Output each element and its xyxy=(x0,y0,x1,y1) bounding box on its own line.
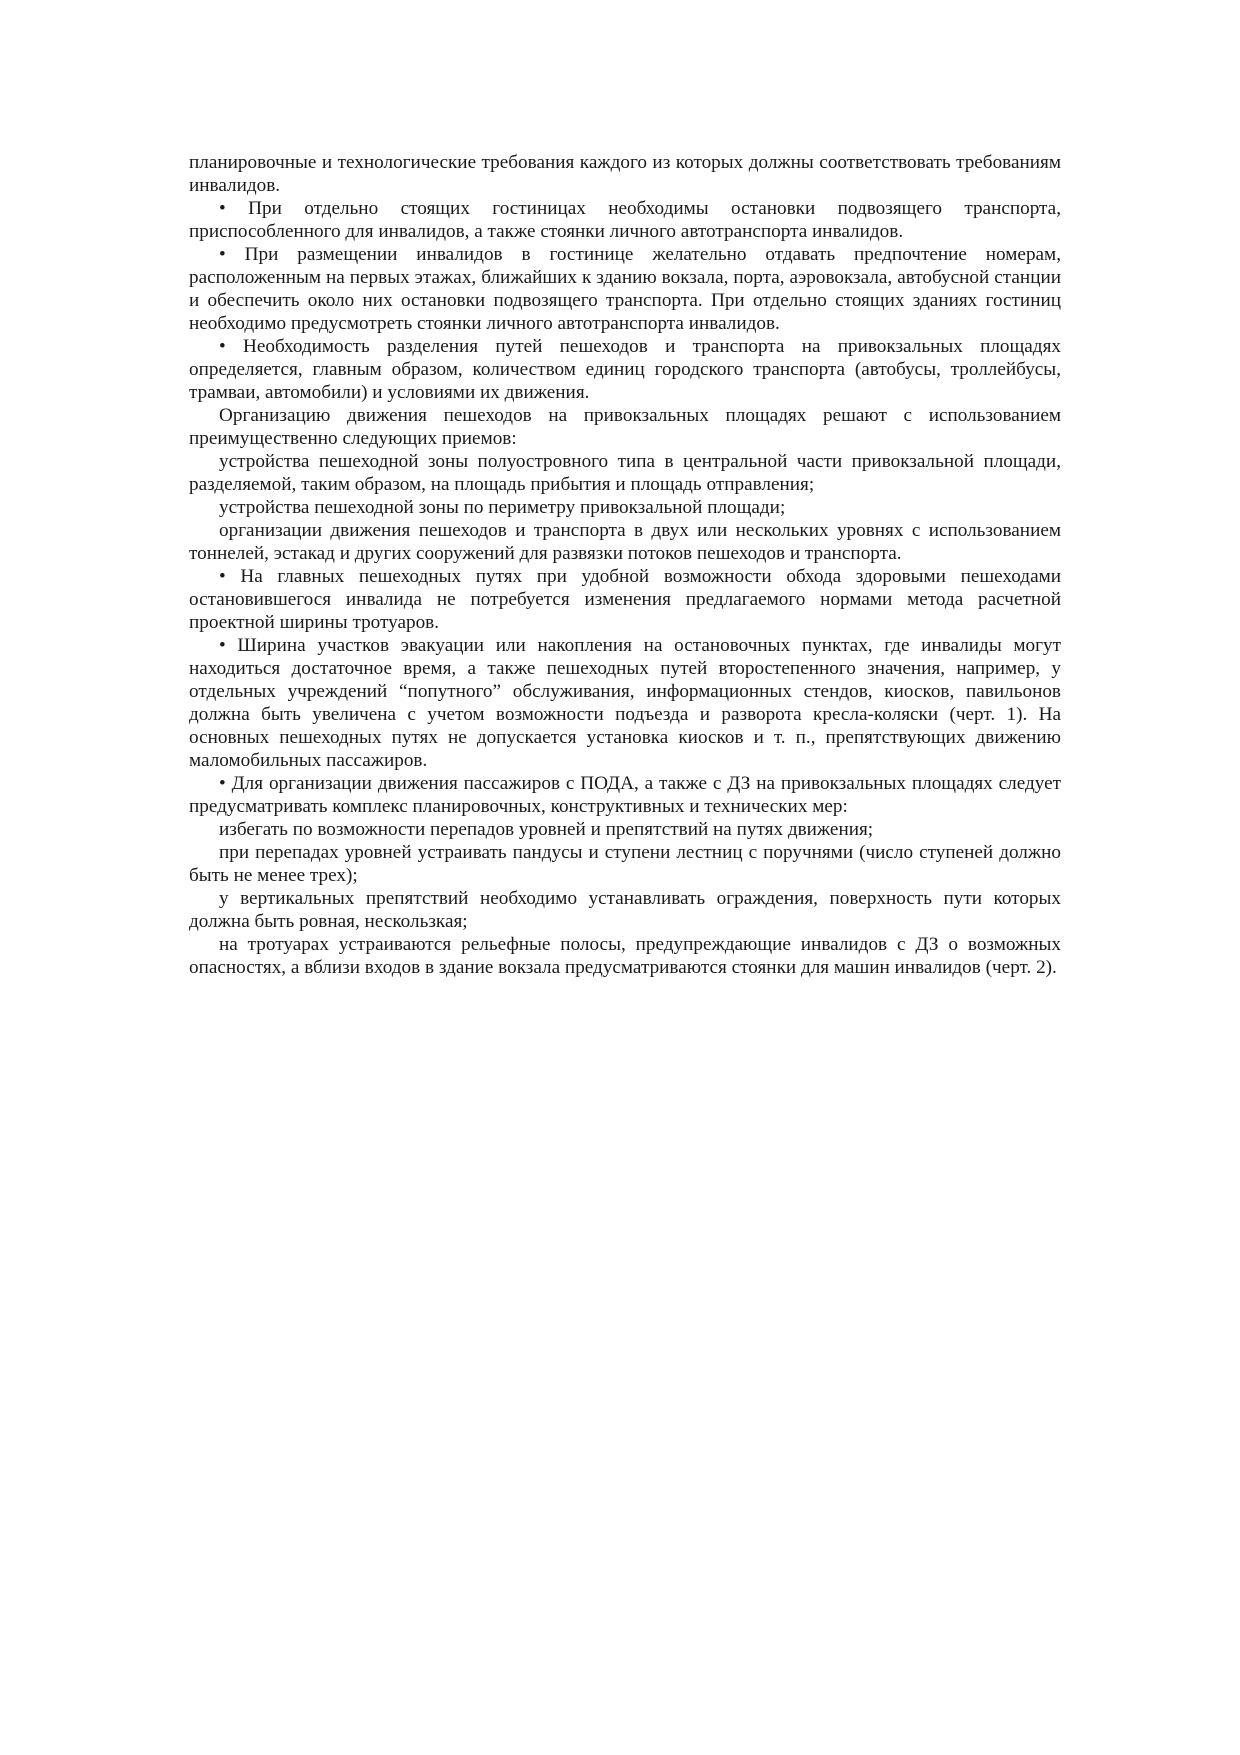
paragraph: • При отдельно стоящих гостиницах необходимы остановки подвозящего транспорта, приспособленного для инвалидов, а также стоянки личного автотранспорта инвалидов. xyxy=(189,198,1061,242)
paragraph: Организацию движения пешеходов на привокзальных площадях решают с использованием преимущественно следующих приемов: xyxy=(189,405,1061,449)
paragraph: организации движения пешеходов и транспорта в двух или нескольких уровнях с использованием тоннелей, эстакад и других сооружений для развязки потоков пешеходов и транспорта. xyxy=(189,520,1061,564)
paragraph: • Необходимость разделения путей пешеходов и транспорта на привокзальных площадях определяется, главным образом, количеством единиц городского транспорта (автобусы, троллейбусы, трамваи, автомобили) и условиями их движения. xyxy=(189,336,1061,403)
paragraph: устройства пешеходной зоны полуостровного типа в центральной части привокзальной площади, разделяемой, таким образом, на площадь прибытия и площадь отправления; xyxy=(189,451,1061,495)
paragraph: • Для организации движения пассажиров с ПОДА, а также с ДЗ на привокзальных площадях следует предусматривать комплекс планировочных, конструктивных и технических мер: xyxy=(189,773,1061,817)
paragraph: • На главных пешеходных путях при удобной возможности обхода здоровыми пешеходами остановившегося инвалида не потребуется изменения предлагаемого нормами метода расчетной проектной ширины тротуаров. xyxy=(189,566,1061,633)
paragraph: на тротуарах устраиваются рельефные полосы, предупреждающие инвалидов с ДЗ о возможных опасностях, а вблизи входов в здание вокзала предусматриваются стоянки для машин инвалидов (черт. 2). xyxy=(189,934,1061,978)
paragraph: планировочные и технологические требования каждого из которых должны соответствовать требованиям инвалидов. xyxy=(189,152,1061,196)
paragraph: • При размещении инвалидов в гостинице желательно отдавать предпочтение номерам, расположенным на первых этажах, ближайших к зданию вокзала, порта, аэровокзала, автобусной станции и обеспечить около них остановки подвозящего транспорта. При отдельно стоящих зданиях гостиниц необходимо предусмотреть стоянки личного автотранспорта инвалидов. xyxy=(189,244,1061,334)
paragraph: • Ширина участков эвакуации или накопления на остановочных пунктах, где инвалиды могут находиться достаточное время, а также пешеходных путей второстепенного значения, например, у отдельных учреждений “попутного” обслуживания, информационных стендов, киосков, павильонов должна быть увеличена с учетом возможности подъезда и разворота кресла-коляски (черт. 1). На основных пешеходных путях не допускается установка киосков и т. п., препятствующих движению маломобильных пассажиров. xyxy=(189,635,1061,771)
paragraph: устройства пешеходной зоны по периметру привокзальной площади; xyxy=(219,497,786,518)
document-page xyxy=(189,151,1061,979)
paragraph: избегать по возможности перепадов уровней и препятствий на путях движения; xyxy=(219,819,874,840)
paragraph: при перепадах уровней устраивать пандусы и ступени лестниц с поручнями (число ступеней должно быть не менее трех); xyxy=(189,842,1061,886)
paragraph: у вертикальных препятствий необходимо устанавливать ограждения, поверхность пути которых должна быть ровная, нескользкая; xyxy=(189,888,1061,932)
